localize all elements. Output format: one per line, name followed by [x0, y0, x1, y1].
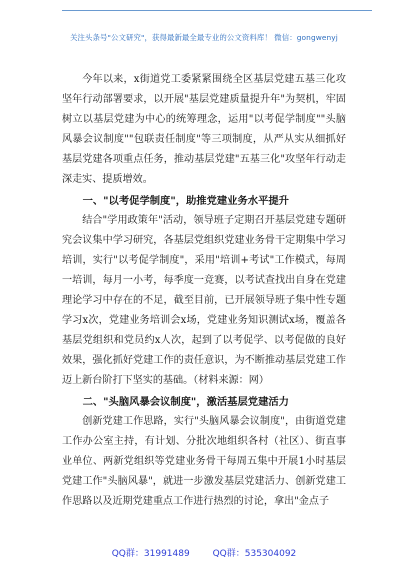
intro-paragraph: 今年以来，x街道党工委紧紧围绕全区基层党建五基三化攻坚年行动部署要求，以开展"基层党建质量提升年"为契机，牢固树立以基层党建为中心的统筹理念，运用"以考促学制度""头脑风暴会议制度""包联责任制度"等三项制度，从严从实从细抓好基层党建各项重点任务，推动基层党建"五基三化"攻坚年行动走深走实、提质增效。 [62, 74, 346, 186]
page-footer [0, 546, 408, 559]
footer-qq-group-2: QQ群：535304092 [212, 549, 297, 559]
section-heading-2: 二、"头脑风暴会议制度"，激活基层党建活力 [82, 395, 289, 408]
footer-qq-group-1: QQ群：31991489 [111, 549, 190, 559]
page-header [0, 10, 408, 54]
header-rule [62, 10, 372, 11]
document-body [62, 70, 346, 512]
section-heading-1: 一、"以考促学制度"，助推党建业务水平提升 [82, 194, 289, 207]
section-1-paragraph: 结合"学用政策年"活动，领导班子定期召开基层党建专题研究会议集中学习研究，各基层党组织党建业务骨干定期集中学习培训，实行"以考促学制度"，采用"培训+考试"工作模式，每周一培训，每月一小考，每季度一竞赛，以考试查找出自身在党建理论学习中存在的不足，截至目前，已开展领导班子集中性专题学习x次，党建业务培训会x场，党建业务知识测试x场，覆盖各基层党组织和党员约x人次，起到了以考促学、以考促做的良好效果，强化抓好党建工作的责任意识，为不断推动基层党建工作迈上新台阶打下坚实的基础。（材料来源：网） [62, 214, 346, 387]
section-2-paragraph: 创新党建工作思路，实行"头脑风暴会议制度"，由街道党建工作办公室主持，有计划、分批次地组织各村（社区）、街直事业单位、两新党组织等党建业务骨干每周五集中开展1小时基层党建工作"头脑风暴"，就进一步激发基层党建活力、创新党建工作思路以及近期党建重点工作进行热烈的讨论，拿出"金点子 [62, 415, 346, 507]
header-promo-text: 关注头条号"公文研究"，获得最新最全最专业的公文资料库！ 微信：gongwenyj [70, 33, 338, 42]
